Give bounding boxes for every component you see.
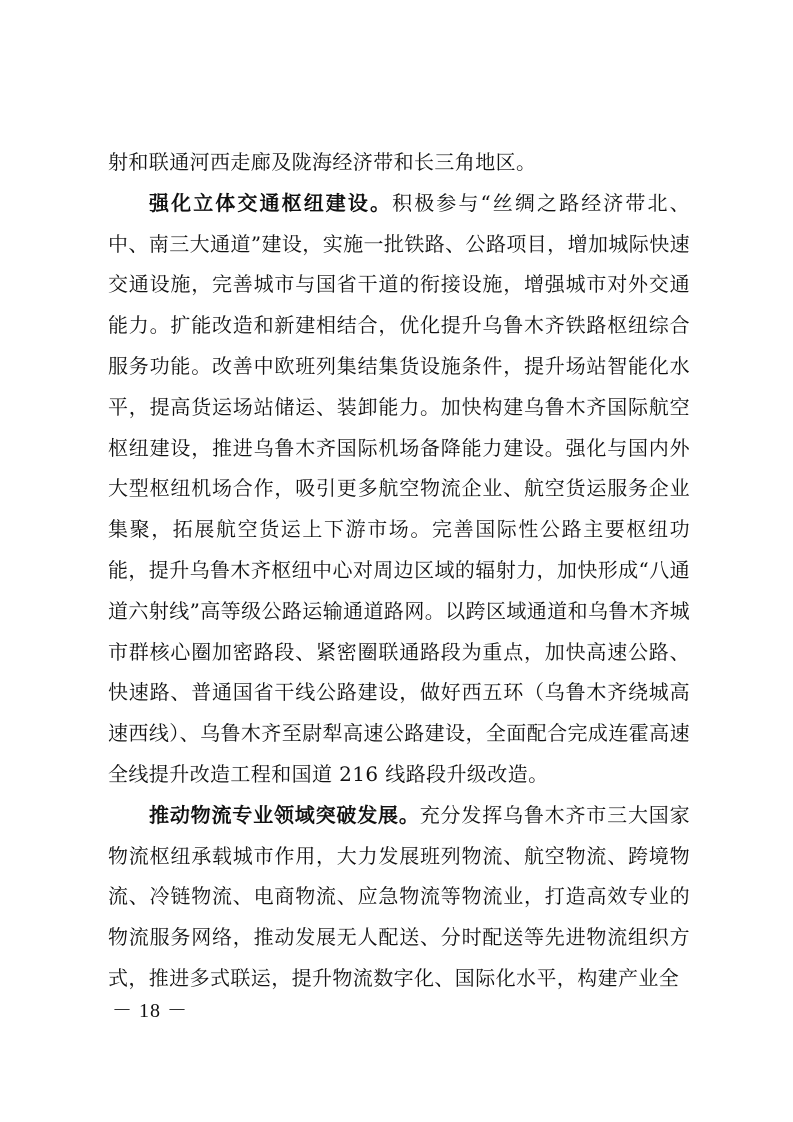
continuation-paragraph: 射和联通河西走廊及陇海经济带和长三角地区。 [108, 150, 537, 174]
page-number: － 18 － [112, 1000, 188, 1022]
body-text [108, 142, 690, 999]
paragraph-text: 积极参与“丝绸之路经济带北、中、南三大通道”建设，实施一批铁路、公路项目，增加城际快速交通设施，完善城市与国省干道的衔接设施，增强城市对外交通能力。扩能改造和新建相结合，优化提升乌鲁木齐铁路枢纽综合服务功能。改善中欧班列集结集货设施条件，提升场站智能化水平，提高货运场站储运、装卸能力。加快构建乌鲁木齐国际航空枢纽建设，推进乌鲁木齐国际机场备降能力建设。强化与国内外大型枢纽机场合作，吸引更多航空物流企业、航空货运服务企业集聚，拓展航空货运上下游市场。完善国际性公路主要枢纽功能，提升乌鲁木齐枢纽中心对周边区域的辐射力，加快形成“八通道六射线”高等级公路运输通道路网。以跨区域通道和乌鲁木齐城市群核心圈加密路段、紧密圈联通路段为重点，加快高速公路、快速路、普通国省干线公路建设，做好西五环（乌鲁木齐绕城高速西线）、乌鲁木齐至尉犁高速公路建设，全面配合完成连霍高速全线提升改造工程和国道 216 线路段升级改造。 [108, 190, 690, 786]
paragraph-text: 充分发挥乌鲁木齐市三大国家物流枢纽承载城市作用，大力发展班列物流、航空物流、跨境物流、冷链物流、电商物流、应急物流等物流业，打造高效专业的物流服务网络，推动发展无人配送、分时配送等先进物流组织方式，推进多式联运，提升物流数字化、国际化水平，构建产业全 [108, 802, 691, 990]
paragraph-heading: 强化立体交通枢纽建设。 [149, 190, 393, 215]
paragraph-heading: 推动物流专业领域突破发展。 [149, 802, 420, 827]
paragraph-transport-hub [108, 183, 690, 795]
paragraph-logistics [108, 795, 690, 999]
